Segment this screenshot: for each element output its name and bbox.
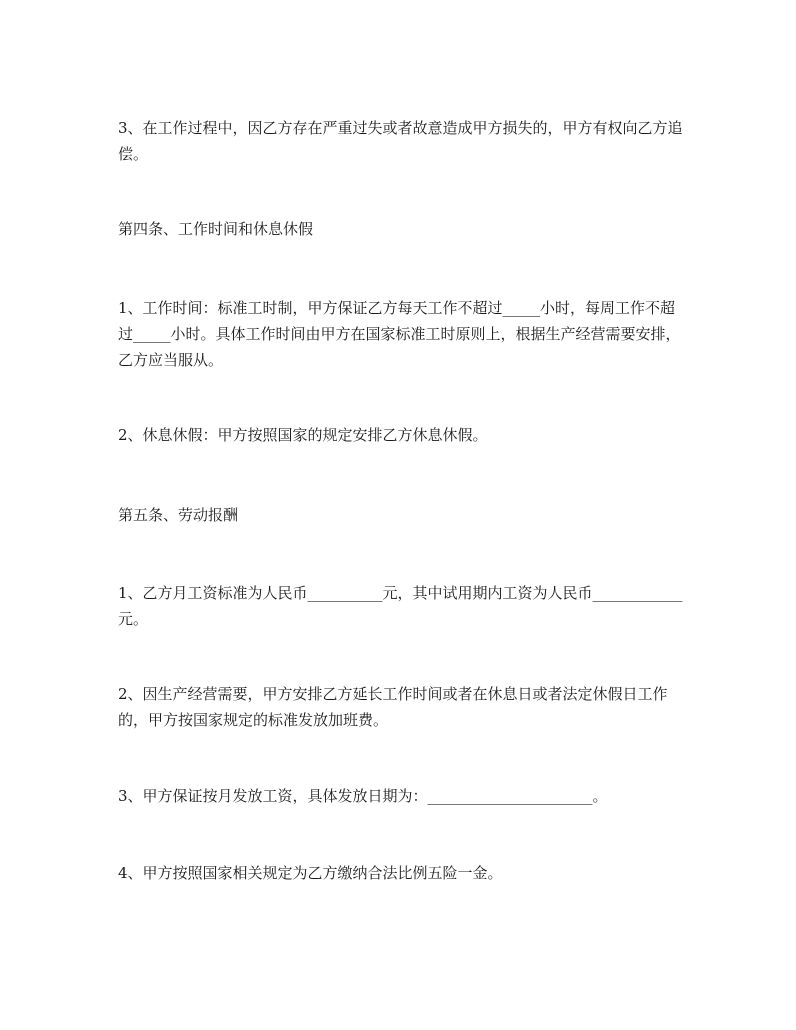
paragraph-monthly-salary: 1、乙方月工资标准为人民币__________元，其中试用期内工资为人民币____________元。 [118,584,683,628]
paragraph-compensation-clause: 3、在工作过程中，因乙方存在严重过失或者故意造成甲方损失的，甲方有权向乙方追偿。 [118,119,683,163]
heading-article-five: 第五条、劳动报酬 [118,506,239,524]
paragraph-rest-leave: 2、休息休假：甲方按照国家的规定安排乙方休息休假。 [118,426,488,444]
heading-article-four: 第四条、工作时间和休息休假 [118,220,314,238]
paragraph-pay-date: 3、甲方保证按月发放工资，具体发放日期为：______________________。 [118,787,608,805]
paragraph-social-insurance: 4、甲方按照国家相关规定为乙方缴纳合法比例五险一金。 [118,864,503,882]
paragraph-overtime-pay: 2、因生产经营需要，甲方安排乙方延长工作时间或者在休息日或者法定休假日工作的，甲方按国家规定的标准发放加班费。 [118,685,668,729]
paragraph-working-hours: 1、工作时间：标准工时制，甲方保证乙方每天工作不超过_____小时，每周工作不超过_____小时。具体工作时间由甲方在国家标准工时原则上，根据生产经营需要安排，乙方应当服从。 [118,299,681,369]
